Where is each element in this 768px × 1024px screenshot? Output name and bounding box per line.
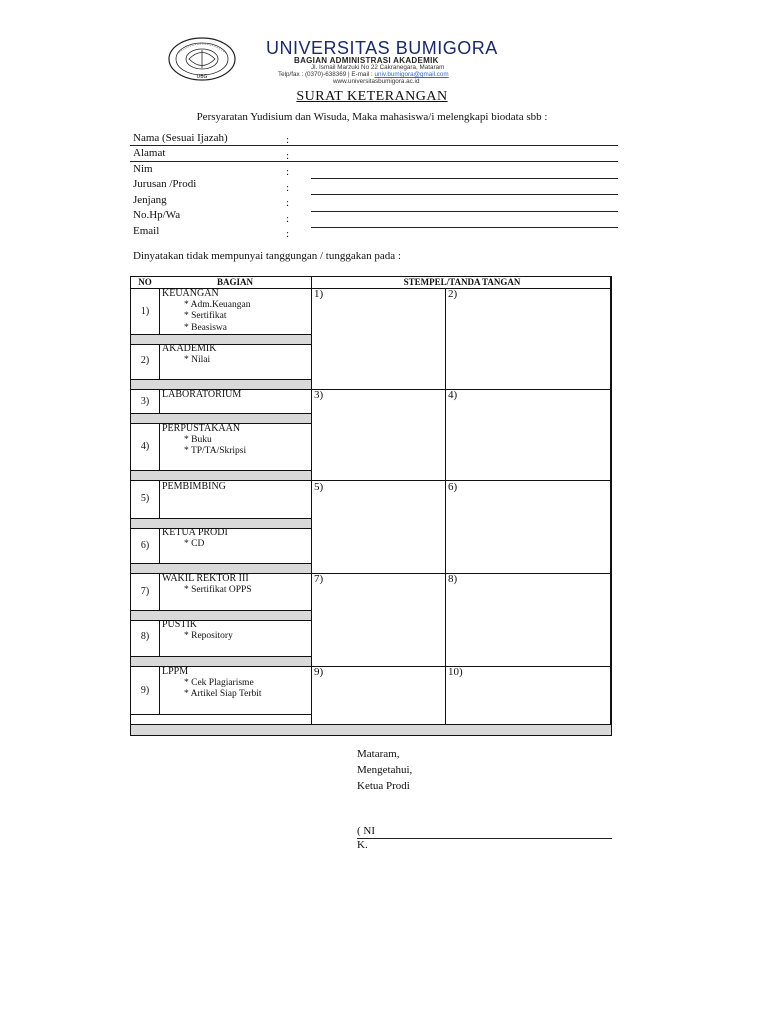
field-label-nohp: No.Hp/Wa (133, 209, 181, 221)
row-bagian-wakil-rektor: WAKIL REKTOR III * Sertifikat OPPS (162, 573, 252, 595)
sign-box-7[interactable]: 7) (314, 573, 324, 585)
row-bagian-ketua-prodi: KETUA PRODI * CD (162, 527, 228, 549)
field-label-alamat: Alamat (133, 147, 166, 159)
field-line-alamat[interactable] (130, 161, 618, 162)
sign-box-2[interactable]: 2) (448, 288, 458, 300)
row-no-5: 5) (140, 493, 150, 504)
header-stempel: STEMPEL/TANDA TANGAN (403, 277, 521, 287)
seal-text: UBG (196, 74, 208, 80)
document-title: SURAT KETERANGAN (296, 89, 448, 104)
field-label-nama: Nama (Sesuai Ijazah) (133, 132, 228, 144)
header-no: NO (138, 277, 152, 287)
university-address: Jl. Ismail Marzuki No 22 Cakranegara, Mataram (311, 64, 445, 71)
field-line-nohp[interactable] (311, 227, 618, 228)
row-bagian-lppm: LPPM * Cek Plagiarisme * Artikel Siap Terbit (162, 666, 262, 699)
field-colon: : (286, 182, 290, 194)
sign-box-10[interactable]: 10) (448, 666, 463, 678)
row-bagian-keuangan: KEUANGAN * Adm.Keuangan * Sertifikat * Beasiswa (162, 288, 251, 333)
field-label-nim: Nim (133, 163, 153, 175)
field-line-jurusan[interactable] (311, 194, 618, 195)
university-website[interactable]: www.universitasbumigora.ac.id (333, 78, 420, 85)
field-label-jurusan: Jurusan /Prodi (133, 178, 197, 190)
row-no-2: 2) (140, 355, 150, 366)
statement-text: Dinyatakan tidak mempunyai tanggungan / tunggakan pada : (133, 250, 401, 262)
row-no-1: 1) (140, 306, 150, 317)
row-bagian-pembimbing: PEMBIMBING (162, 481, 226, 492)
field-line-jenjang[interactable] (311, 211, 618, 212)
signature-name-prefix: ( NI (357, 825, 376, 837)
row-no-6: 6) (140, 540, 150, 551)
sign-box-1[interactable]: 1) (314, 288, 324, 300)
sign-box-5[interactable]: 5) (314, 481, 324, 493)
row-no-4: 4) (140, 441, 150, 452)
row-bagian-laboratorium: LABORATORIUM (162, 389, 242, 400)
signature-line[interactable] (357, 838, 612, 839)
field-colon: : (286, 213, 290, 225)
field-label-jenjang: Jenjang (133, 194, 167, 206)
row-no-9: 9) (140, 685, 150, 696)
field-line-nama[interactable] (130, 145, 618, 146)
row-no-3: 3) (140, 396, 150, 407)
row-bagian-akademik: AKADEMIK * Nilai (162, 343, 217, 365)
contact-phone: Telp/fax : (0370)-638369 | E-mail : (278, 71, 375, 78)
row-bagian-perpustakaan: PERPUSTAKAAN * Buku * TP/TA/Skripsi (162, 423, 247, 456)
header-bagian: BAGIAN (216, 277, 253, 287)
signature-known: Mengetahui, (357, 764, 413, 776)
contact-email-link[interactable]: univ.bumigora@gmail.com (374, 71, 449, 78)
field-colon: : (286, 134, 290, 146)
field-label-email: Email (133, 225, 160, 237)
field-colon: : (286, 166, 290, 178)
signature-block (357, 746, 412, 794)
clearance-table (130, 276, 612, 736)
university-contact (278, 71, 449, 78)
field-colon: : (286, 150, 290, 162)
field-colon: : (286, 197, 290, 209)
row-no-8: 8) (140, 631, 150, 642)
signature-role: Ketua Prodi (357, 780, 410, 792)
sign-box-3[interactable]: 3) (314, 389, 324, 401)
row-bagian-pustik: PUSTIK * Repository (162, 619, 233, 641)
signature-place: Mataram, (357, 748, 400, 760)
sign-box-4[interactable]: 4) (448, 389, 458, 401)
sign-box-8[interactable]: 8) (448, 573, 458, 585)
sign-box-6[interactable]: 6) (448, 481, 458, 493)
row-no-7: 7) (140, 586, 150, 597)
university-name: UNIVERSITAS BUMIGORA (266, 38, 498, 58)
signature-name-suffix: K. (357, 839, 368, 851)
department-name: BAGIAN ADMINISTRASI AKADEMIK (294, 56, 439, 65)
field-line-nim[interactable] (311, 178, 618, 179)
field-colon: : (286, 228, 290, 240)
document-subtitle: Persyaratan Yudisium dan Wisuda, Maka mahasiswa/i melengkapi biodata sbb : (196, 111, 548, 123)
university-seal-logo (167, 36, 237, 82)
sign-box-9[interactable]: 9) (314, 666, 324, 678)
